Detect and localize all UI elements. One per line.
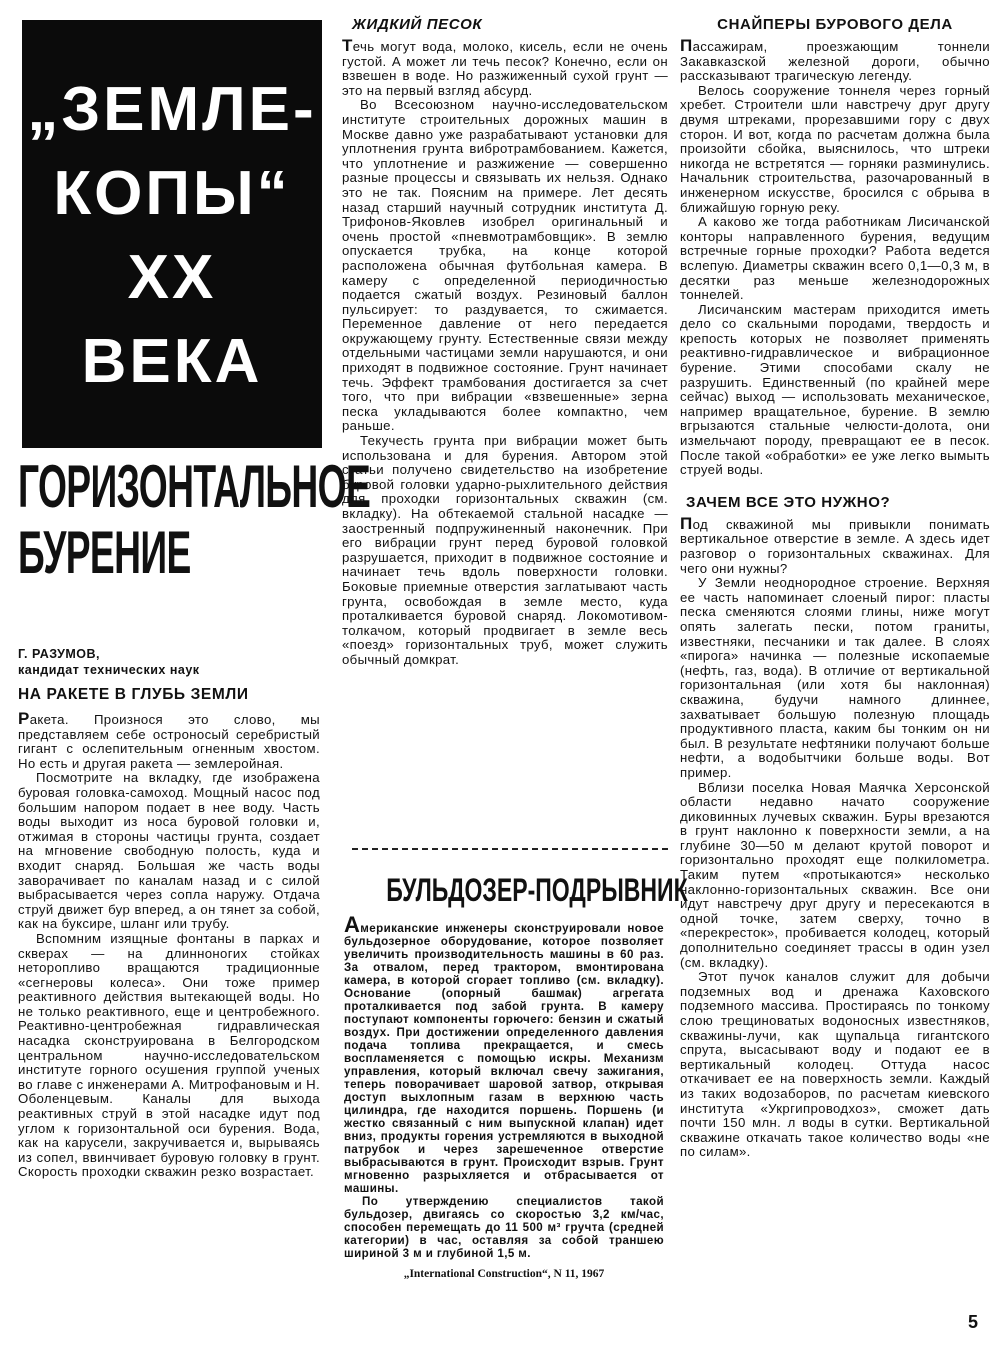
column-3 <box>680 16 990 1160</box>
page-number: 5 <box>968 1312 979 1332</box>
paragraph: Ракета. Произнося это слово, мы представляем себе остроносый серебристый гигант с ослепительным огненным хвостом. Но есть и другая ракета — землеройная. <box>18 709 320 771</box>
section-sand <box>342 16 668 668</box>
cover-title-box <box>22 20 322 448</box>
paragraph: Посмотрите на вкладку, где изображена буровая головка-самоход. Мощный насос под большим напором подает в нее воду. Часть воды выходит из носа буровой головки и, отжимая в стороны частицы грунта, создает на мгновение свободную полость, куда и входит снаряд. Большая же часть воды заворачивает по каналам назад и с силой выбрасывается через сопла наружу. Отдача струй движет бур вперед, а он тянет за собой, как на буксире, шланг или трубу. <box>18 770 320 932</box>
paragraph: Американские инженеры сконструировали новое бульдозерное оборудование, которое позволяет увеличить производительность машины в 60 раз. За отвалом, перед трактором, вмонтирована камера, в которой сгорает топливо (см. вкладку). Основание (опорный башмак) агрегата проталкивается под забой грунта. В камеру поступают компоненты горючего: бензин и сжатый воздух. При достижении определенного давления подача топлива прекращается, и смесь воспламеняется с помощью искры. Механизм управления, который включал свечу зажигания, теперь поворачивает шаровой затвор, открывая доступ выхлопным газам в верхнюю часть цилиндра, где находится поршень. Поршень (и жестко связанный с ним выпускной клапан) идет вниз, продукты горения устремляются в выходной патрубок и через зарешеченное отверстие выбрасываются в грунт. Происходит взрыв. Грунт мгновенно разрыхляется и отбрасывается от машины. <box>344 912 664 1195</box>
paragraph: Пассажирам, проезжающим тоннели Закавказской железной дороги, обычно рассказывают трагическую легенду. <box>680 36 990 84</box>
paragraph: Лисичанским мастерам приходится иметь дело со скальными породами, твердость и крепость которых не позволяет применять реактивно-гидравлическое и вибрационное бурение. Этими способами скалу не разрушить. Единственный (по крайней мере сейчас) выход — использовать механическое, например вращательное, бурение. В землю вгрызаются стальные челюсти-долота, они измельчают породу, превращают ее в песок. После такой «обработки» ее уже легко вымыть струей воды. <box>680 301 990 478</box>
paragraph: У Земли неоднородное строение. Верхняя ее часть напоминает слоеный пирог: пласты песка сменяются слоями глины, ниже могут опять залегать пески, потом граниты, известняки, песчаники и так далее. В слоях «пирога» начинка — полезные ископаемые (нефть, газ, вода). В отличие от вертикальной горизонтальная (или хотя бы наклонная) скважина, будучи намного длиннее, захватывает большую полезную площадь продуктивного пласта, каким бы тонким он ни был. В результате нефтяники получают больше нефти, а водобытчики больше воды. Вот пример. <box>680 575 990 780</box>
paragraph: Текучесть грунта при вибрации может быть использована и для бурения. Автором этой статьи получено свидетельство на изобретение буровой головки ударно-рыхлительного действия для проходки горизонтальных скважин (см. вкладку). На обтекаемой стальной насадке — заостренный подпружиненный наконечник. При его вибрации грунт перед буровой головкой разрушается, приходит в подвижное состояние и начинает течь вдоль поверхности головки. Боковые приемные отверстия заглатывают часть грунта, освобождая в земле место, куда проталкивается буровой снаряд. Локомотивом-толкачом, который продвигает в земле весь «поезд» горизонтальных труб, может служить обычный домкрат. <box>342 433 668 667</box>
cover-line: „ЗЕМЛЕ- <box>27 75 317 144</box>
cover-line: ВЕКА <box>81 327 263 396</box>
divider <box>352 848 668 850</box>
author-name: Г. РАЗУМОВ, <box>18 647 101 661</box>
author-title: кандидат технических наук <box>18 663 200 677</box>
section-heading: ЖИДКИЙ ПЕСОК <box>352 16 483 33</box>
cover-line: XX <box>127 243 217 312</box>
paragraph: Велось сооружение тоннеля через горный хребет. Строители шли навстречу друг другу двумя штреками, прорезавшими гору с двух сторон. И вот, когда по расчетам должна была произойти сбойка, выяснилось, что штреки никогда не встретятся — горняки разминулись. Начальник строительства, разочарованный в инженерном искусстве, бросился с обрыва в ближайшую горную реку. <box>680 82 990 215</box>
paragraph: Во Всесоюзном научно-исследовательском институте строительных дорожных машин в Москве давно уже разрабатывают установки для уплотнения грунта вибротрамбованием. Кажется, что уплотнение и разжижение — совершенно разные процессы и связывать их нельзя. Однако это не так. Поясним на примере. Лет десять назад старший научный сотрудник института Д. Трифонов-Яковлев изобрел оригинальный и очень простой «пневмотрамбовщик». В землю опускается трубка, на конце которой расположена обычная футбольная камера. В камеру с определенной периодичностью подается сжатый воздух. Резиновый баллон пульсирует: то раздувается, то сжимается. Переменное давление от него передается окружающему грунту. Естественные связи между отдельными частицами земли нарушаются, и они приходят в подвижное состояние. Грунт начинает течь. Эффект трамбования достигается за счет того, что при вибрации «взвешенные» зерна песка укладываются более компактно, чем раньше. <box>342 97 668 434</box>
article-title-line-1: ГОРИЗОНТАЛЬНОЕ <box>18 453 371 520</box>
section-heading: ЗАЧЕМ ВСЕ ЭТО НУЖНО? <box>686 493 891 511</box>
paragraph: Этот пучок каналов служит для добычи подземных вод и дренажа Каховского подземного массива. Простираясь по тонкому слою трещиноватых водоносных известняков, скважины-лучи, как щупальца гигантского спрута, высасывают воду и подают ее в вертикальный колодец. Оттуда насос откачивает ее на поверхность земли. Каждый из таких водозаборов, по расчетам киевского института «Укргипроводхоз», сможет дать почти 150 млн. л воды в сутки. Вертикальной скважине откачать такое количество воды «не по силам». <box>680 969 990 1160</box>
bulldozer-title: БУЛЬДОЗЕР-ПОДРЫВНИК <box>386 872 688 908</box>
article-title-line-2: БУРЕНИЕ <box>18 519 191 586</box>
section-rocket <box>18 686 320 1180</box>
paragraph: А каково же тогда работникам Лисичанской конторы направленного бурения, ведущим встречные горные проходки? Работа ведется вслепую. Диаметры скважин всего 0,1—0,3 м, в десятки раз меньше железнодорожных тоннелей. <box>680 214 990 303</box>
section-heading: НА РАКЕТЕ В ГЛУБЬ ЗЕМЛИ <box>18 686 249 703</box>
cover-line: КОПЫ“ <box>53 159 291 228</box>
paragraph: По утверждению специалистов такой бульдозер, двигаясь со скоростью 3,2 км/час, способен перемещать до 11 500 м³ гручта (средней категории) в час, оставляя за собой траншею шириной 3 м и глубиной 1,5 м. <box>344 1195 664 1260</box>
paragraph: Течь могут вода, молоко, кисель, если не очень густой. А может ли течь песок? Конечно, если он взвешен в воде. Но разжиженный сухой грунт — это на первый взгляд абсурд. <box>342 36 668 98</box>
paragraph: Вспомним изящные фонтаны в парках и скверах — на длинноногих стойках неторопливо вращаются традиционные «сегнеровы колеса». Они тоже пример реактивного действия вытекающей воды. Но не только реактивного, еще и центробежного. Реактивно-центробежная гидравлическая насадка сконструирована в Белгородском центральном научно-исследовательском институте горного осушения группой ученых во главе с инженерами А. Митрофановым и Н. Оболенцевым. Каналы для выхода реактивных струй в этой насадке идут под углом к горизонтальной оси бурения. Вода, как на карусели, закручивается и, вырываясь из сопел, ввинчивает буровую головку в грунт. Скорость проходки скважин резко возрастает. <box>18 930 320 1180</box>
paragraph: Вблизи поселка Новая Маячка Херсонской области недавно начато сооружение диковинных лучевых скважин. Буры врезаются в грунт наклонно к поверхности земли, а на глубине 30—50 м делают крутой поворот и горизонтально проходят еще полкилометра. Таким путем «протыкаются» несколько наклонно-горизонтальных скважин. Все они идут навстречу друг другу и пересекаются в одной точке, затем сверху, точно в «перекресток», пробивается колодец, который дополнительно соединяет трассы в один узел (см. вкладку). <box>680 779 990 970</box>
bulldozer-note <box>344 912 664 1280</box>
section-heading: СНАЙПЕРЫ БУРОВОГО ДЕЛА <box>717 16 953 33</box>
paragraph: Под скважиной мы привыкли понимать вертикальное отверстие в земле. А здесь идет разговор о горизонтальных скважинах. Для чего они нужны? <box>680 513 990 576</box>
source-citation: „International Construction“, N 11, 1967 <box>403 1268 605 1280</box>
author-block <box>18 646 200 678</box>
